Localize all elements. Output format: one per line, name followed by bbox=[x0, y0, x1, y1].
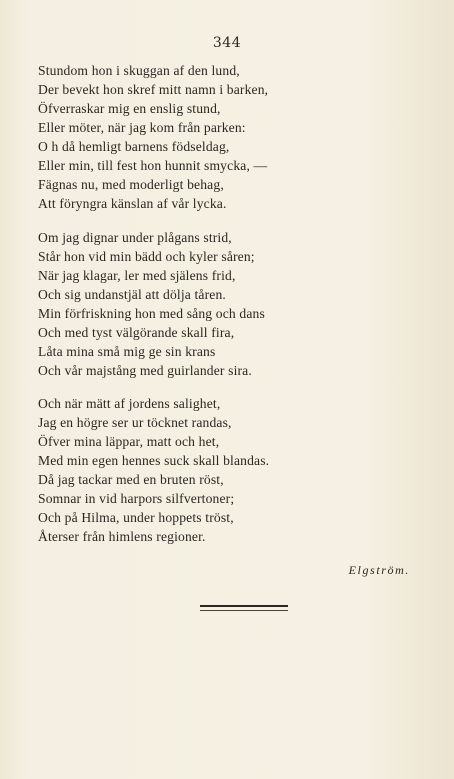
verse-line: Då jag tackar med en bruten röst, bbox=[38, 472, 224, 487]
verse-line: Och på Hilma, under hoppets tröst, bbox=[38, 510, 234, 525]
verse-line: O h då hemligt barnens födseldag, bbox=[38, 139, 230, 154]
verse-line: Öfverraskar mig en enslig stund, bbox=[38, 101, 221, 116]
verse-line: Återser från himlens regioner. bbox=[38, 529, 206, 544]
verse-line: Öfver mina läppar, matt och het, bbox=[38, 434, 220, 449]
verse-line: Och med tyst välgörande skall fira, bbox=[38, 325, 235, 340]
verse-line: Låta mina små mig ge sin krans bbox=[38, 344, 216, 359]
verse-line: Om jag dignar under plågans strid, bbox=[38, 230, 232, 245]
page-number: 344 bbox=[212, 35, 242, 51]
verse-line: Stundom hon i skuggan af den lund, bbox=[38, 63, 240, 78]
verse-line: Der bevekt hon skref mitt namn i barken, bbox=[38, 82, 269, 97]
verse-line: Och sig undanstjäl att dölja tåren. bbox=[38, 287, 226, 302]
verse-line: Fägnas nu, med moderligt behag, bbox=[38, 177, 224, 192]
verse-line: Står hon vid min bädd och kyler såren; bbox=[38, 249, 255, 264]
verse-line: Eller möter, när jag kom från parken: bbox=[38, 120, 246, 135]
stanza-2 bbox=[38, 228, 383, 380]
verse-line: Med min egen hennes suck skall blandas. bbox=[38, 453, 270, 468]
end-rule bbox=[200, 605, 288, 607]
verse-line: Jag en högre ser ur töcknet randas, bbox=[38, 415, 232, 430]
verse-line: Och när mätt af jordens salighet, bbox=[38, 396, 221, 411]
verse-line: Somnar in vid harpors silfvertoner; bbox=[38, 491, 235, 506]
author-signature: Elgström. bbox=[348, 563, 410, 577]
verse-line: Att föryngra känslan af vår lycka. bbox=[38, 196, 227, 211]
verse-line: Min förfriskning hon med sång och dans bbox=[38, 306, 265, 321]
verse-line: Och vår majstång med guirlander sira. bbox=[38, 363, 252, 378]
stanza-3 bbox=[38, 394, 383, 546]
verse-line: Eller min, till fest hon hunnit smycka, — bbox=[38, 158, 268, 173]
verse-line: När jag klagar, ler med själens frid, bbox=[38, 268, 236, 283]
stanza-1 bbox=[38, 61, 383, 213]
